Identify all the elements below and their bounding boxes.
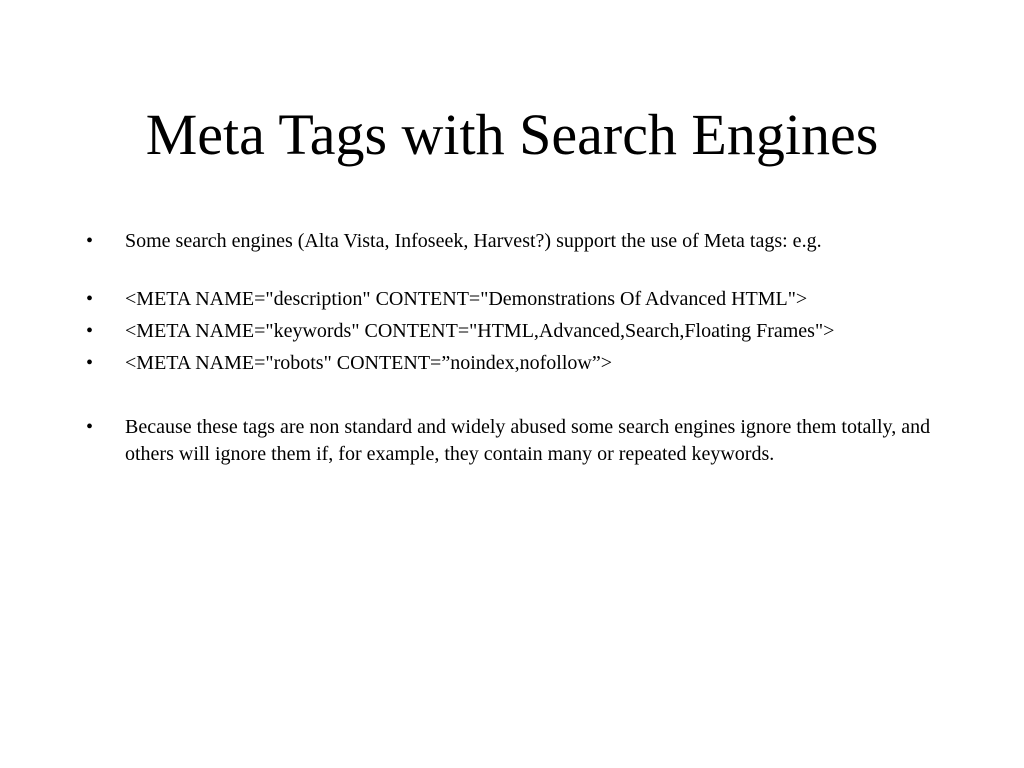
bullet-text: <META NAME="keywords" CONTENT="HTML,Advanced,Search,Floating Frames"> <box>125 320 835 342</box>
bullet-icon: • <box>86 320 94 342</box>
bullet-icon: • <box>86 230 94 252</box>
bullet-icon: • <box>86 352 94 374</box>
bullet-text: Some search engines (Alta Vista, Infoseek, Harvest?) support the use of Meta tags: e.g. <box>125 230 822 252</box>
slide-title: Meta Tags with Search Engines <box>145 102 879 167</box>
bullet-text: <META NAME="description" CONTENT="Demonstrations Of Advanced HTML"> <box>125 288 808 310</box>
bullet-item-meta-keywords <box>0 318 1024 345</box>
bullet-text: Because these tags are non standard and widely abused some search engines ignore them totally, and others will ignore them if, for example, they contain many or repeated keywords. <box>125 416 931 465</box>
bullet-item-meta-description <box>0 286 1024 313</box>
bullet-item-abuse-note <box>0 414 1024 468</box>
bullet-text: <META NAME="robots" CONTENT=”noindex,nofollow”> <box>125 352 613 374</box>
bullet-item-meta-robots <box>0 350 1024 377</box>
bullet-icon: • <box>86 288 94 310</box>
bullet-item-search-engines <box>0 228 1024 255</box>
bullet-list <box>0 228 1024 468</box>
bullet-icon: • <box>86 416 94 438</box>
